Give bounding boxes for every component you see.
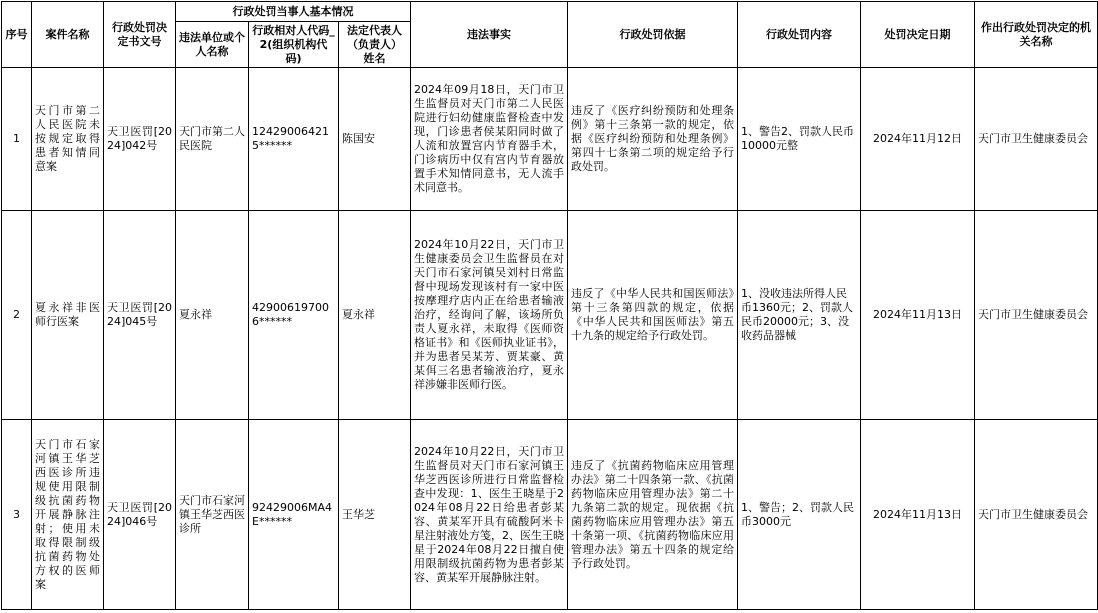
cell-authority: 天门市卫生健康委员会 (975, 68, 1098, 211)
table-row (2, 68, 1098, 211)
cell-date: 2024年11月13日 (861, 211, 975, 420)
table-row (2, 211, 1098, 420)
table-row (2, 420, 1098, 610)
cell-doc-no: 天卫医罚[2024]045号 (104, 211, 176, 420)
cell-seq: 1 (2, 68, 32, 211)
cell-date: 2024年11月12日 (861, 68, 975, 211)
cell-facts: 2024年10月22日，天门市卫生健康委员会卫生监督员在对天门市石家河镇吴刘村日常监督中现场发现该村有一家中医按摩理疗店内正在给患者输液治疗，经询问了解，该场所负责人夏永祥，未取得《医师资格证书》和《医师执业证书》，并为患者吴某芳、贾某豪、黄某佴三名患者输液治疗，夏永祥涉嫌非医师行医。 (411, 211, 568, 420)
cell-content: 1、没收违法所得人民币1360元；2、罚款人民币20000元；3、没收药品器械 (738, 211, 861, 420)
header-legal-rep: 法定代表人（负责人）姓名 (339, 22, 411, 68)
cell-doc-no: 天卫医罚[2024]046号 (104, 420, 176, 610)
header-seq: 序号 (2, 2, 32, 68)
cell-credit-code: 124290064215****** (249, 68, 339, 211)
header-case-name: 案件名称 (32, 2, 104, 68)
header-authority: 作出行政处罚决定的机关名称 (975, 2, 1098, 68)
header-credit-code: 行政相对人代码_2(组织机构代码) (249, 22, 339, 68)
cell-content: 1、警告2、罚款人民币10000元整 (738, 68, 861, 211)
header-row-1 (2, 2, 1098, 22)
cell-authority: 天门市卫生健康委员会 (975, 420, 1098, 610)
cell-facts: 2024年10月22日，天门市卫生监督员对天门市石家河镇王华芝西医诊所进行日常监督检查中发现：1、医生王晓星于2024年08月22日给患者彭某容、黄某军开具有硫酸阿米卡星注射液处方笺，2、医生王晓星于2024年08月22日擅自使用限制级抗菌药物为患者彭某容、黄某军开展静脉注射。 (411, 420, 568, 610)
header-party-group: 行政处罚当事人基本情况 (176, 2, 411, 22)
cell-content: 1、警告；2、罚款人民币3000元 (738, 420, 861, 610)
penalty-table (1, 1, 1098, 610)
header-facts: 违法事实 (411, 2, 568, 68)
header-doc-no: 行政处罚决定书文号 (104, 2, 176, 68)
header-date: 处罚决定日期 (861, 2, 975, 68)
cell-basis: 违反了《抗菌药物临床应用管理办法》第二十四条第一款、《抗菌药物临床应用管理办法》第二十九条第二款的规定。现依据《抗菌药物临床应用管理办法》第五十条第一项、《抗菌药物临床应用管理办法》第五十四条的规定给予行政处罚。 (568, 420, 738, 610)
cell-date: 2024年11月13日 (861, 420, 975, 610)
header-content: 行政处罚内容 (738, 2, 861, 68)
cell-legal-rep: 王华芝 (339, 420, 411, 610)
cell-party-name: 天门市石家河镇王华芝西医诊所 (176, 420, 249, 610)
cell-legal-rep: 陈国安 (339, 68, 411, 211)
cell-authority: 天门市卫生健康委员会 (975, 211, 1098, 420)
cell-basis: 违反了《中华人民共和国医师法》第十三条第四款的规定，依据《中华人民共和国医师法》第五十九条的规定给予行政处罚。 (568, 211, 738, 420)
cell-case-name: 夏永祥非医师行医案 (32, 211, 104, 420)
cell-doc-no: 天卫医罚[2024]042号 (104, 68, 176, 211)
cell-case-name: 天门市石家河镇王华芝西医诊所违规使用限制级抗菌药物开展静脉注射；使用未取得限制级抗菌药物处方权的医师案 (32, 420, 104, 610)
cell-facts: 2024年09月18日，天门市卫生监督员对天门市第二人民医院进行妇幼健康监督检查中发现，门诊患者侯某阳同时做了人流和放置宫内节育器手术，门诊病历中仅有宫内节育器放置手术知情同意书，无人流手术同意书。 (411, 68, 568, 211)
header-basis: 行政处罚依据 (568, 2, 738, 68)
cell-seq: 2 (2, 211, 32, 420)
cell-credit-code: 92429006MA4E****** (249, 420, 339, 610)
cell-seq: 3 (2, 420, 32, 610)
header-party-name: 违法单位或个人名称 (176, 22, 249, 68)
cell-party-name: 天门市第二人民医院 (176, 68, 249, 211)
cell-basis: 违反了《医疗纠纷预防和处理条例》第十三条第一款的规定，依据《医疗纠纷预防和处理条例》第四十七条第二项的规定给予行政处罚。 (568, 68, 738, 211)
cell-legal-rep: 夏永祥 (339, 211, 411, 420)
cell-case-name: 天门市第二人民医院未按规定取得患者知情同意案 (32, 68, 104, 211)
cell-credit-code: 429006197006****** (249, 211, 339, 420)
cell-party-name: 夏永祥 (176, 211, 249, 420)
